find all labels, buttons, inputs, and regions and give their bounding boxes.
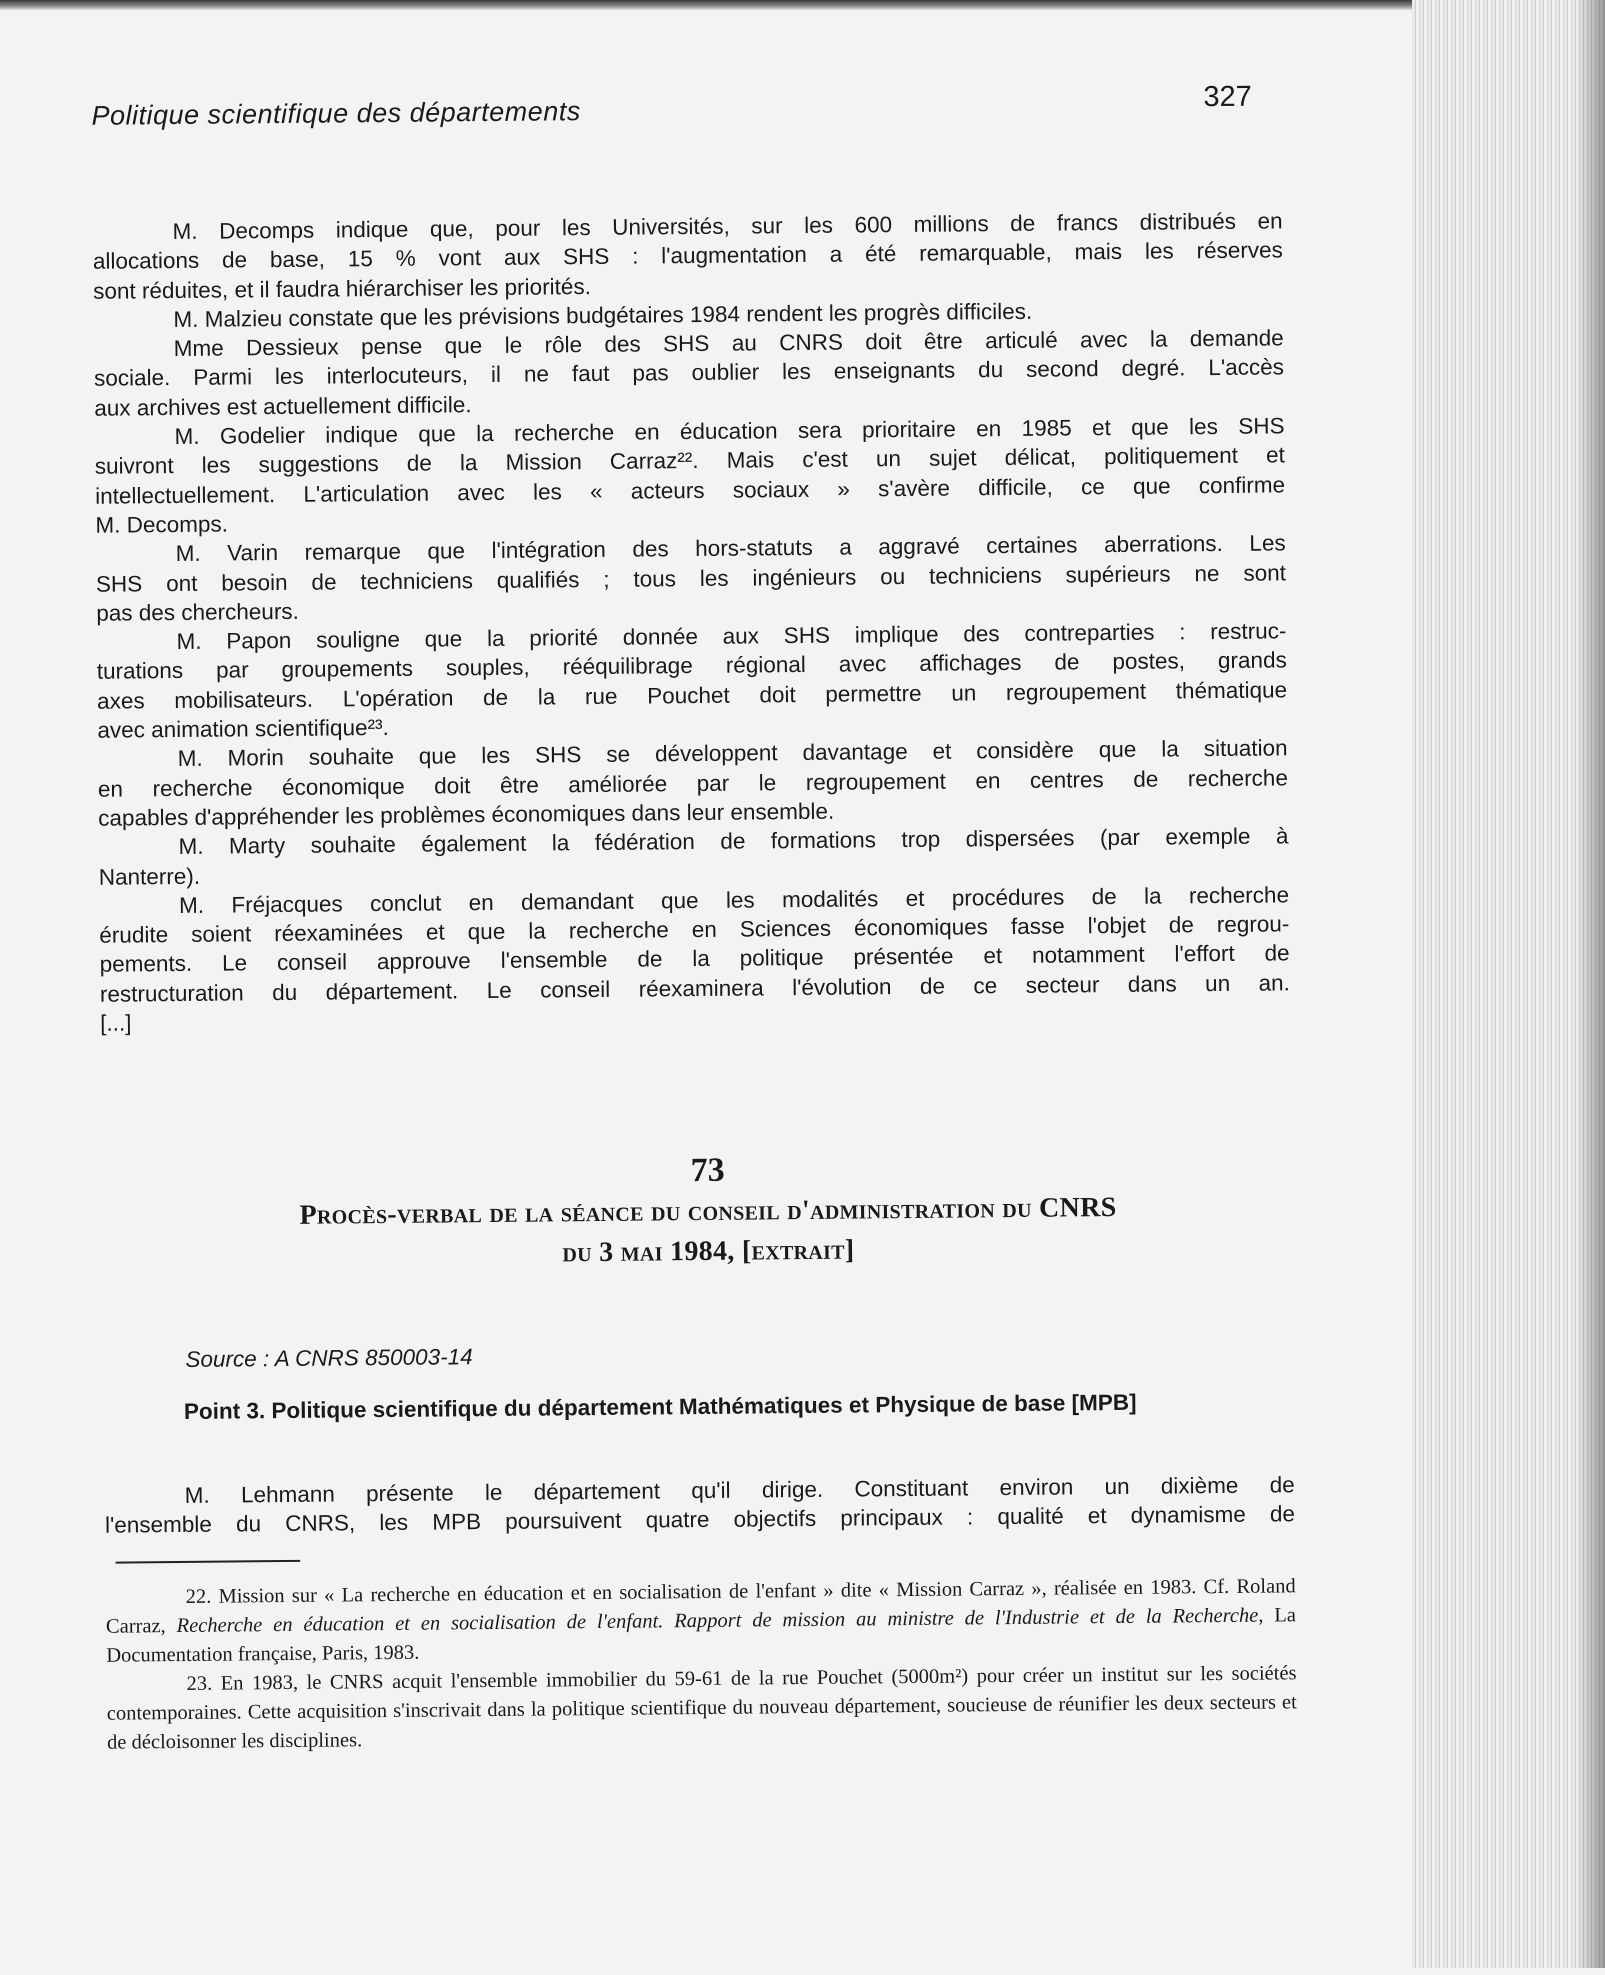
paragraph-line: restructuration du département. Le conseil réexaminera l'évolution de ce secteur dans un an.: [99, 970, 1290, 1007]
paragraph-line: érudite soient réexaminées et que la recherche en Sciences économiques fasse l'objet de regrou-: [99, 911, 1290, 948]
body-text: [92, 206, 1290, 1038]
paragraph-line: Nanterre).: [98, 863, 201, 890]
document-number: 73: [690, 1151, 725, 1190]
paragraph: [99, 880, 1290, 1038]
footnote-22: [106, 1572, 1297, 1670]
footnote-22-publisher: , La Documentation française, Paris, 1983.: [106, 1604, 1297, 1667]
paragraph-line: turations par groupements souples, rééquilibrage régional avec affichages de postes, grands: [96, 647, 1287, 685]
paragraph-line: SHS ont besoin de techniciens qualifiés ; tous les ingénieurs ou techniciens supérieurs ne sont: [95, 559, 1287, 597]
paragraph: [96, 529, 1287, 628]
paragraph-line: M. Decomps indique que, pour les Universités, sur les 600 millions de francs distribués en: [172, 208, 1283, 245]
paragraph-line: M. Marty souhaite également la fédération de formations trop dispersées (par exemple à: [178, 823, 1289, 860]
paragraph-line: M. Godelier indique que la recherche en éducation sera prioritaire en 1985 et que les SHS: [174, 413, 1285, 450]
lehmann-paragraph: [105, 1470, 1296, 1540]
section-heading-text: Point 3. Politique scientifique du département Mathématiques et Physique de base [MPB]: [183, 1389, 1137, 1424]
paragraph-line: suivront les suggestions de la Mission Carraz²². Mais c'est un sujet délicat, politiquement et: [94, 442, 1285, 480]
footnote-separator: [115, 1560, 300, 1564]
paragraph-line: sont réduites, et il faudra hiérarchiser les priorités.: [93, 273, 591, 304]
paragraph-line: pas des chercheurs.: [96, 598, 299, 626]
document-source: Source : A CNRS 850003-14: [185, 1344, 473, 1372]
paragraph-line: M. Morin souhaite que les SHS se développent davantage et considère que la situation: [177, 735, 1288, 772]
paragraph-line: M. Decomps.: [95, 511, 229, 538]
paragraph-line: allocations de base, 15 % vont aux SHS : l'augmentation a été remarquable, mais les réserves: [92, 237, 1283, 275]
paragraph-line: M. Varin remarque que l'intégration des hors-statuts a aggravé certaines aberrations. Les: [175, 530, 1286, 567]
paragraph-line: Mme Dessieux pense que le rôle des SHS au CNRS doit être articulé avec la demande: [173, 325, 1284, 362]
paragraph-line: pements. Le conseil approuve l'ensemble de la politique présentée et notamment l'effort de: [99, 940, 1290, 978]
book-page-edges: [1412, 0, 1605, 1968]
paragraph-line: capables d'appréhender les problèmes économiques dans leur ensemble.: [98, 798, 835, 831]
footnote-22-text: 22. Mission sur « La recherche en éducation et en socialisation de l'enfant » dite « Mission Carraz », réalisée en 1983. Cf. Roland Carraz,: [105, 1575, 1296, 1638]
paragraph: [96, 617, 1287, 746]
document-title-line1: Procès-verbal de la séance du conseil d'administration du CNRS: [299, 1192, 1117, 1231]
document-title-line2: du 3 mai 1984, [extrait]: [562, 1234, 855, 1269]
paragraph-line: aux archives est actuellement difficile.: [94, 391, 472, 421]
paragraph-line: intellectuellement. L'articulation avec les « acteurs sociaux » s'avère difficile, ce que confirme: [95, 472, 1286, 509]
footnotes: [106, 1572, 1298, 1757]
paragraph-line: axes mobilisateurs. L'opération de la rue Pouchet doit permettre un regroupement thématique: [96, 677, 1288, 714]
running-title: Politique scientifique des départements: [91, 96, 581, 131]
paragraph-line: l'ensemble du CNRS, les MPB poursuivent quatre objectifs principaux : qualité et dynamisme de: [104, 1501, 1296, 1539]
section-heading: [104, 1386, 1294, 1426]
paragraph-line: [...]: [100, 1010, 132, 1036]
paragraph-line: M. Malzieu constate que les prévisions budgétaires 1984 rendent les progrès difficiles.: [173, 298, 1033, 332]
paragraph-line: avec animation scientifique²³.: [97, 715, 389, 743]
paragraph-line: M. Lehmann présente le département qu'il dirige. Constituant environ un dixième de: [184, 1472, 1295, 1508]
footnote-22-title: Recherche en éducation et en socialisation de l'enfant. Rapport de mission au ministre de l'Industrie et de la Recherche: [176, 1604, 1259, 1638]
paragraph-line: M. Papon souligne que la priorité donnée aux SHS implique des contreparties : restruc-: [176, 618, 1287, 655]
paragraph-line: en recherche économique doit être améliorée par le regroupement en centres de recherche: [97, 764, 1289, 802]
paragraph: [94, 324, 1285, 423]
paragraph: [92, 206, 1283, 305]
paragraph: [94, 411, 1285, 540]
footnote-23: 23. En 1983, le CNRS acquit l'ensemble immobilier du 59-61 de la rue Pouchet (5000m²) pour créer un institut sur les sociétés contemporaines. Cette acquisition s'inscrivait dans la politique scientifique du nouveau département, soucieuse de réunifier les deux secteurs et de décloisonner les disciplines.: [106, 1662, 1297, 1754]
page-number: 327: [1203, 80, 1252, 114]
paragraph-line: M. Fréjacques conclut en demandant que les modalités et procédures de la recherche: [178, 882, 1290, 918]
paragraph-line: sociale. Parmi les interlocuteurs, il ne faut pas oublier les enseignants du second degré. L'accès: [93, 354, 1285, 392]
paragraph: [98, 734, 1289, 833]
